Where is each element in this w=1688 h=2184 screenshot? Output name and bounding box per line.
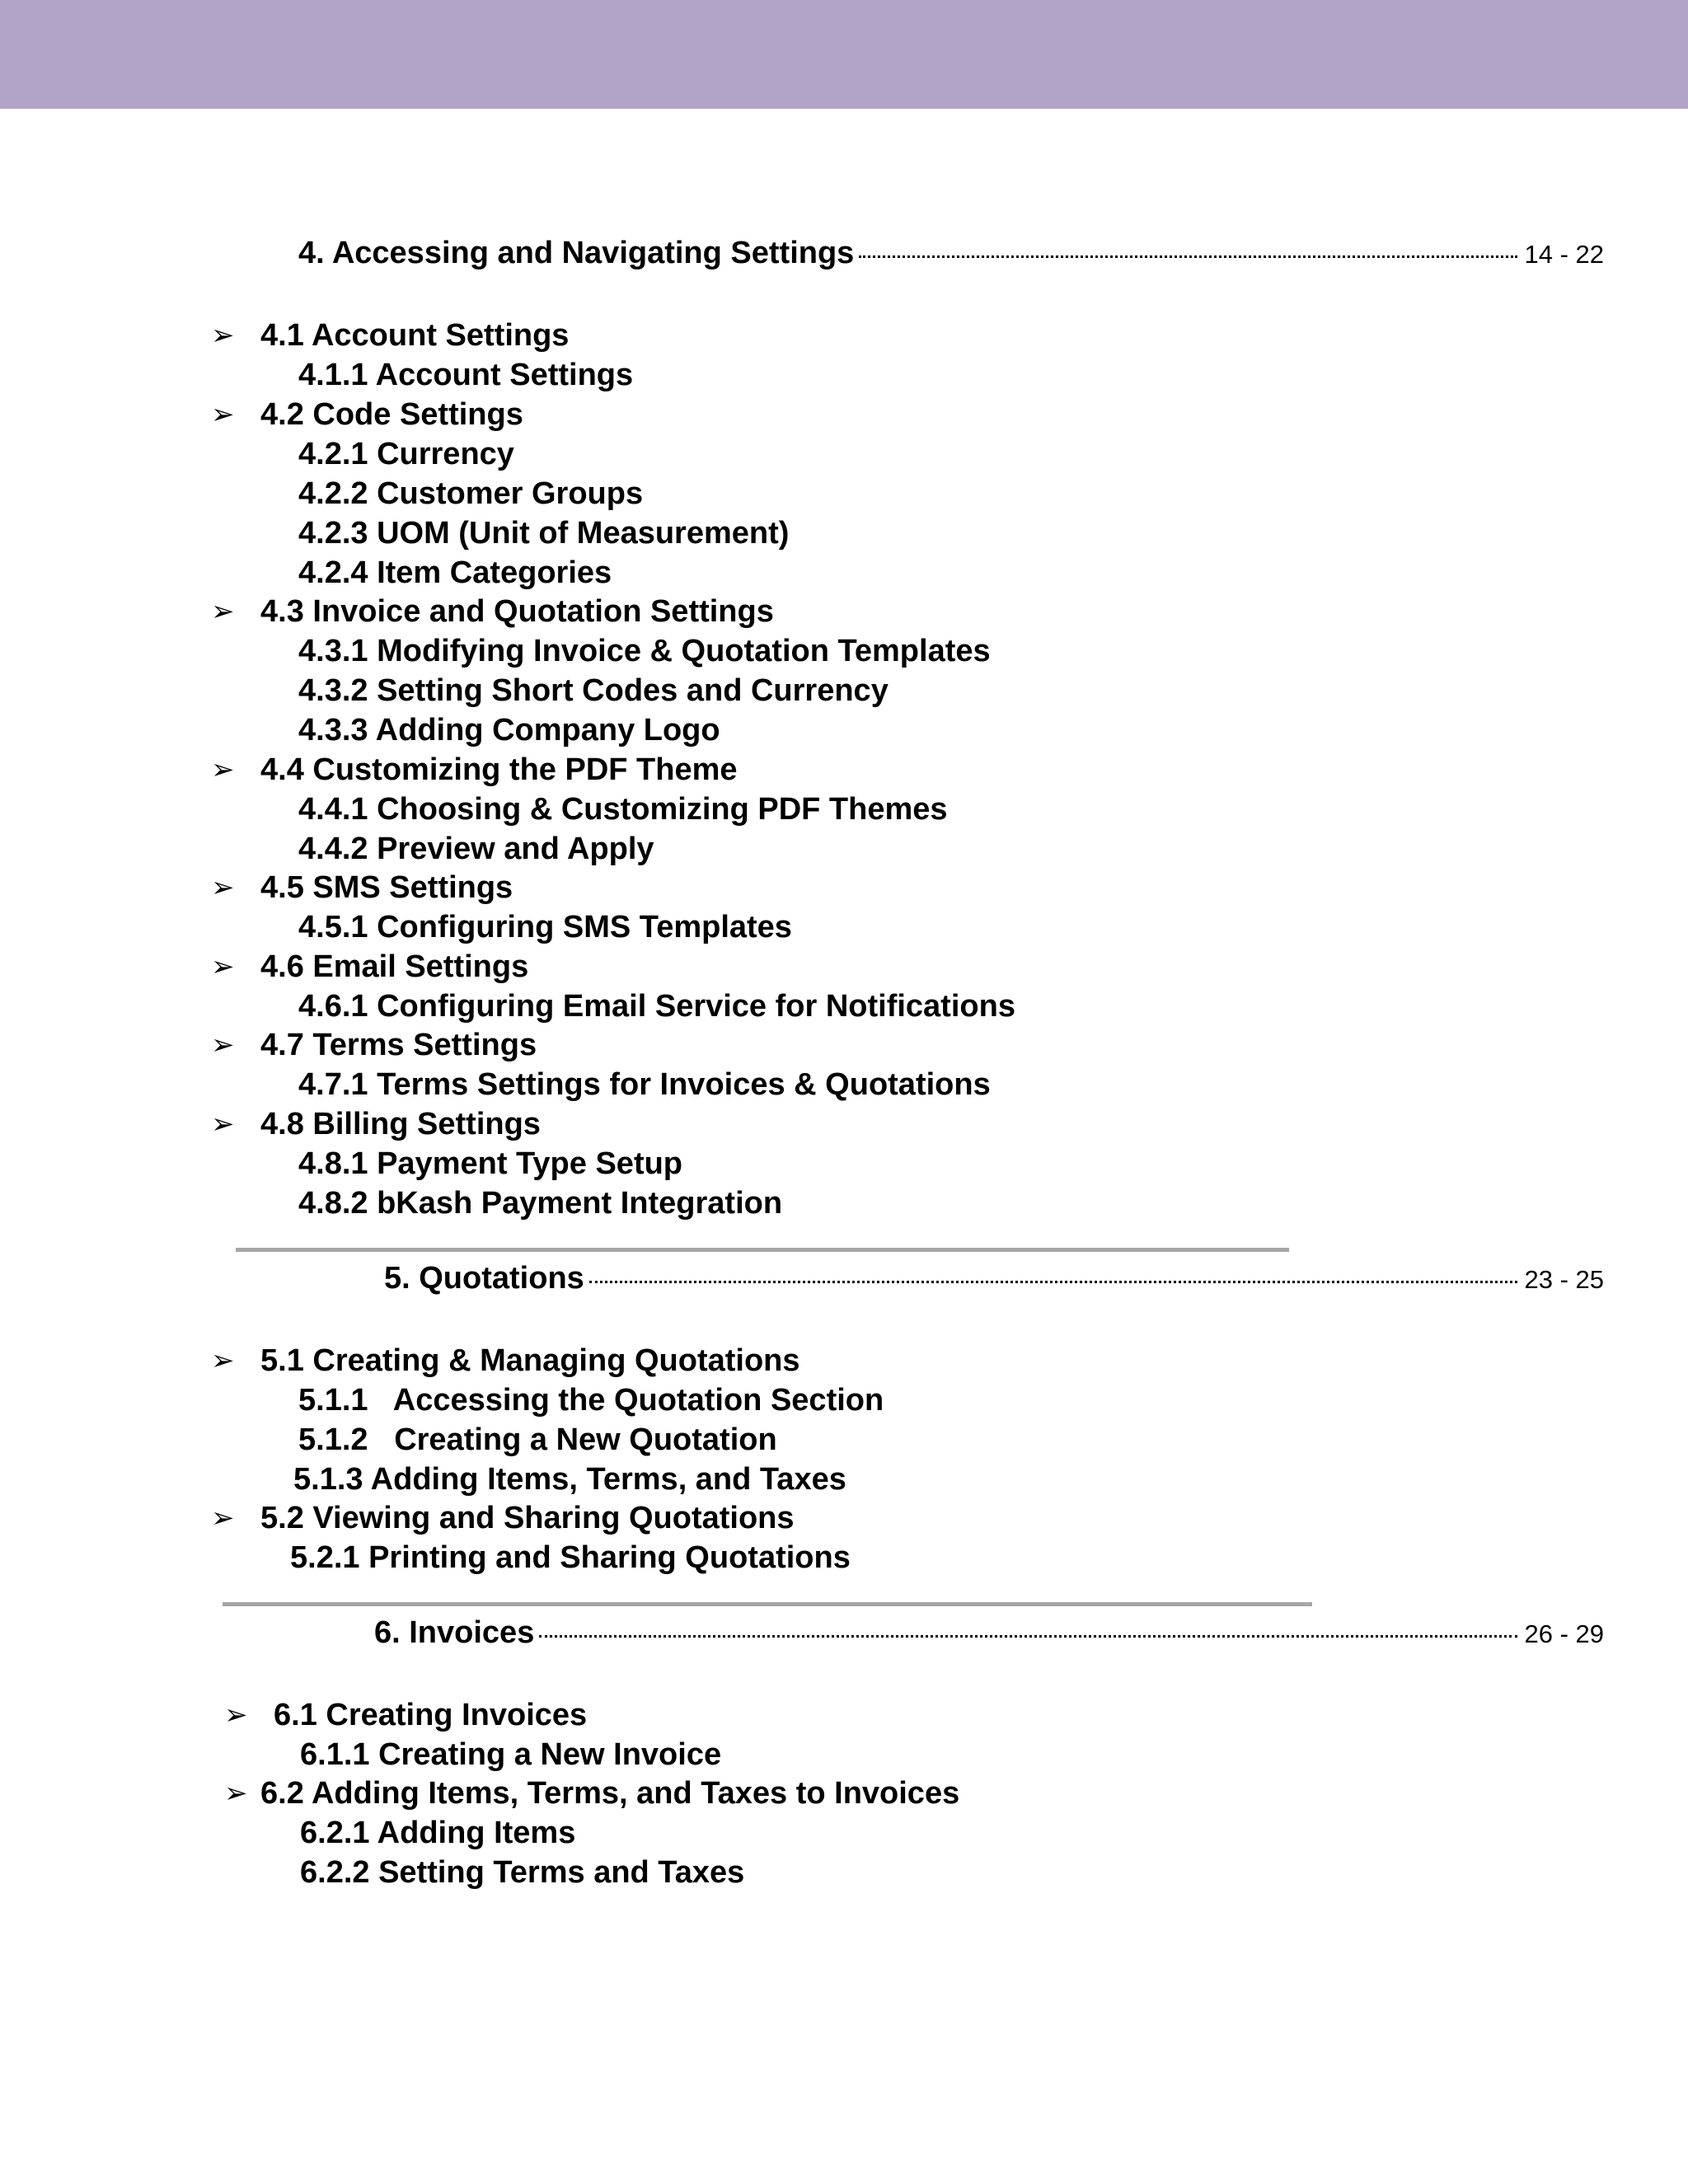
- arrow-bullet-icon: ➢: [211, 398, 235, 431]
- arrow-bullet-icon: ➢: [211, 1029, 235, 1062]
- toc-item[interactable]: 4.6.1 Configuring Email Service for Notifications: [298, 989, 1015, 1024]
- toc-item[interactable]: 4.8.1 Payment Type Setup: [298, 1146, 683, 1181]
- toc-subsection[interactable]: 6.2 Adding Items, Terms, and Taxes to Invoices: [260, 1776, 960, 1811]
- section-title: 5. Quotations: [384, 1261, 584, 1296]
- toc-item[interactable]: 5.1.1 Accessing the Quotation Section: [298, 1383, 884, 1418]
- toc-item[interactable]: 6.1.1 Creating a New Invoice: [300, 1737, 722, 1772]
- toc-subsection[interactable]: 4.4 Customizing the PDF Theme: [260, 752, 738, 787]
- toc-item[interactable]: 4.5.1 Configuring SMS Templates: [298, 910, 792, 944]
- arrow-bullet-icon: ➢: [224, 1777, 248, 1810]
- arrow-bullet-icon: ➢: [211, 950, 235, 983]
- dot-leader: [859, 255, 1517, 258]
- page-range: 26 - 29: [1524, 1619, 1604, 1648]
- section-divider: [236, 1248, 1289, 1252]
- toc-subsection[interactable]: 5.2 Viewing and Sharing Quotations: [260, 1501, 795, 1535]
- arrow-bullet-icon: ➢: [211, 1108, 235, 1141]
- arrow-bullet-icon: ➢: [211, 871, 235, 904]
- toc-item[interactable]: 4.1.1 Account Settings: [298, 358, 634, 392]
- toc-item[interactable]: 4.2.3 UOM (Unit of Measurement): [298, 516, 790, 551]
- section-title: 6. Invoices: [374, 1615, 535, 1650]
- toc-section-5[interactable]: [384, 1261, 1604, 1301]
- arrow-bullet-icon: ➢: [211, 1344, 235, 1377]
- toc-subsection[interactable]: 4.6 Email Settings: [260, 949, 529, 984]
- toc-item[interactable]: 5.1.2 Creating a New Quotation: [298, 1422, 777, 1457]
- toc-item[interactable]: 4.2.1 Currency: [298, 437, 514, 471]
- toc-subsection[interactable]: 4.1 Account Settings: [260, 318, 570, 353]
- arrow-bullet-icon: ➢: [224, 1699, 248, 1732]
- toc-item[interactable]: 5.2.1 Printing and Sharing Quotations: [290, 1540, 851, 1575]
- toc-item[interactable]: 4.2.4 Item Categories: [298, 555, 612, 590]
- toc-subsection[interactable]: 6.1 Creating Invoices: [274, 1698, 588, 1732]
- toc-subsection[interactable]: 4.3 Invoice and Quotation Settings: [260, 594, 774, 629]
- toc-item[interactable]: 4.4.2 Preview and Apply: [298, 832, 654, 866]
- page-range: 14 - 22: [1524, 240, 1604, 269]
- toc-item[interactable]: 4.3.2 Setting Short Codes and Currency: [298, 673, 889, 708]
- section-divider: [223, 1602, 1312, 1606]
- toc-section-6[interactable]: [374, 1615, 1604, 1655]
- arrow-bullet-icon: ➢: [211, 753, 235, 786]
- toc-subsection[interactable]: 5.1 Creating & Managing Quotations: [260, 1343, 800, 1378]
- header-band: [0, 0, 1688, 109]
- toc-item[interactable]: 6.2.1 Adding Items: [300, 1816, 576, 1850]
- toc-item[interactable]: 6.2.2 Setting Terms and Taxes: [300, 1855, 745, 1890]
- toc-subsection[interactable]: 4.8 Billing Settings: [260, 1107, 541, 1141]
- arrow-bullet-icon: ➢: [211, 319, 235, 352]
- toc-item[interactable]: 5.1.3 Adding Items, Terms, and Taxes: [293, 1462, 846, 1497]
- arrow-bullet-icon: ➢: [211, 1502, 235, 1535]
- toc-item[interactable]: 4.2.2 Customer Groups: [298, 476, 644, 511]
- toc-section-4[interactable]: [298, 236, 1604, 275]
- toc-item[interactable]: 4.7.1 Terms Settings for Invoices & Quotations: [298, 1067, 991, 1102]
- toc-item[interactable]: 4.8.2 bKash Payment Integration: [298, 1186, 783, 1221]
- toc-item[interactable]: 4.3.1 Modifying Invoice & Quotation Templates: [298, 634, 991, 668]
- page-range: 23 - 25: [1524, 1265, 1604, 1294]
- toc-item[interactable]: 4.4.1 Choosing & Customizing PDF Themes: [298, 792, 948, 827]
- dot-leader: [539, 1635, 1517, 1638]
- dot-leader: [589, 1281, 1518, 1283]
- toc-item[interactable]: 4.3.3 Adding Company Logo: [298, 713, 720, 748]
- arrow-bullet-icon: ➢: [211, 595, 235, 628]
- toc-subsection[interactable]: 4.7 Terms Settings: [260, 1028, 537, 1062]
- toc-subsection[interactable]: 4.5 SMS Settings: [260, 870, 513, 905]
- toc-subsection[interactable]: 4.2 Code Settings: [260, 397, 523, 432]
- section-title: 4. Accessing and Navigating Settings: [298, 236, 855, 270]
